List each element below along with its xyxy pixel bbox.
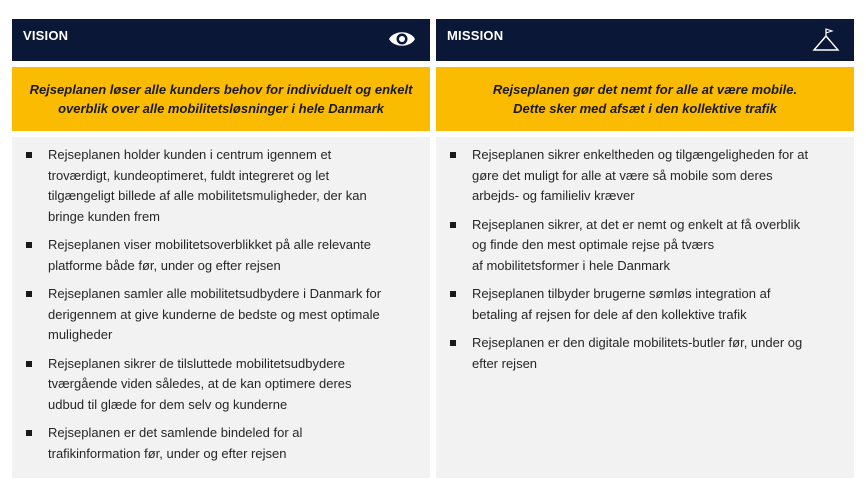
list-item-line: og finde den mest optimale rejse på tværs — [472, 237, 715, 252]
square-bullet-icon — [26, 430, 32, 436]
mission-statement-line: Dette sker med afsæt i den kollektive trafik — [513, 101, 777, 116]
square-bullet-icon — [450, 340, 456, 346]
square-bullet-icon — [26, 361, 32, 367]
list-item-line: efter rejsen — [472, 355, 538, 371]
square-bullet-icon — [26, 291, 32, 297]
list-item — [447, 145, 846, 207]
vision-header — [12, 19, 430, 61]
list-item-line: tilgængeligt billede af alle mobilitetsmuligheder, der kan — [48, 188, 367, 203]
list-item — [23, 235, 422, 276]
list-item-line: udbud til glæde for dem selv og kunderne — [48, 396, 288, 412]
mountain-flag-icon — [812, 28, 840, 57]
list-item-line: muligheder — [48, 327, 113, 342]
list-item-line: bringe kunden frem — [48, 208, 161, 224]
list-item-line: derigennem at give kunderne de bedste og mest optimale — [48, 306, 380, 322]
list-item-line: Rejseplanen sikrer, at det er nemt og enkelt at få overblik — [472, 216, 801, 232]
vision-title: VISION — [23, 28, 69, 43]
list-item-line: Rejseplanen er det samlende bindeled for al — [48, 425, 303, 440]
list-item-line: Rejseplanen sikrer de tilsluttede mobilitetsudbydere — [48, 355, 345, 371]
list-item — [23, 354, 422, 416]
mission-statement-line: Rejseplanen gør det nemt for alle at være mobile. — [492, 82, 798, 97]
list-item — [23, 423, 422, 464]
mission-column — [436, 19, 854, 478]
list-item — [23, 145, 422, 227]
vision-body — [12, 137, 430, 478]
vision-statement-line: overblik over alle mobilitetsløsninger i hele Danmark — [58, 101, 384, 116]
list-item-line: Rejseplanen sikrer enkeltheden og tilgængeligheden for at — [472, 147, 809, 162]
list-item — [447, 215, 846, 277]
list-item-line: trafikinformation før, under og efter rejsen — [48, 445, 287, 461]
list-item — [447, 333, 846, 374]
list-item — [23, 284, 422, 346]
square-bullet-icon — [450, 291, 456, 297]
list-item-line: troværdigt, kundeoptimeret, fuldt integreret og let — [48, 167, 330, 183]
list-item — [447, 284, 846, 325]
vision-statement-line: Rejseplanen løser alle kunders behov for individuelt og enkelt — [29, 82, 413, 97]
list-item-line: tværgående viden således, at de kan optimere deres — [48, 376, 352, 391]
list-item-line: betaling af rejsen for dele af den kollektive trafik — [472, 306, 747, 322]
list-item-line: Rejseplanen samler alle mobilitetsudbydere i Danmark for — [48, 286, 382, 301]
vision-column — [12, 19, 430, 478]
square-bullet-icon — [450, 152, 456, 158]
vision-statement — [12, 67, 430, 131]
list-item-line: Rejseplanen holder kunden i centrum igennem et — [48, 147, 332, 162]
square-bullet-icon — [26, 152, 32, 158]
square-bullet-icon — [26, 242, 32, 248]
mission-title: MISSION — [447, 28, 504, 43]
list-item-line: gøre det muligt for alle at være så mobile som deres — [472, 167, 773, 183]
mission-body — [436, 137, 854, 478]
list-item-line: Rejseplanen er den digitale mobilitets-butler før, under og — [472, 335, 803, 350]
list-item-line: platforme både før, under og efter rejsen — [48, 257, 281, 273]
eye-icon — [388, 28, 416, 55]
list-item-line: Rejseplanen viser mobilitetsoverblikket på alle relevante — [48, 237, 372, 252]
list-item-line: Rejseplanen tilbyder brugerne sømløs integration af — [472, 286, 771, 301]
list-item-line: arbejds- og familieliv kræver — [472, 188, 635, 203]
square-bullet-icon — [450, 222, 456, 228]
mission-header — [436, 19, 854, 61]
mission-list — [447, 145, 846, 374]
vision-list — [23, 145, 422, 464]
mission-statement — [436, 67, 854, 131]
list-item-line: af mobilitetsformer i hele Danmark — [472, 257, 670, 273]
